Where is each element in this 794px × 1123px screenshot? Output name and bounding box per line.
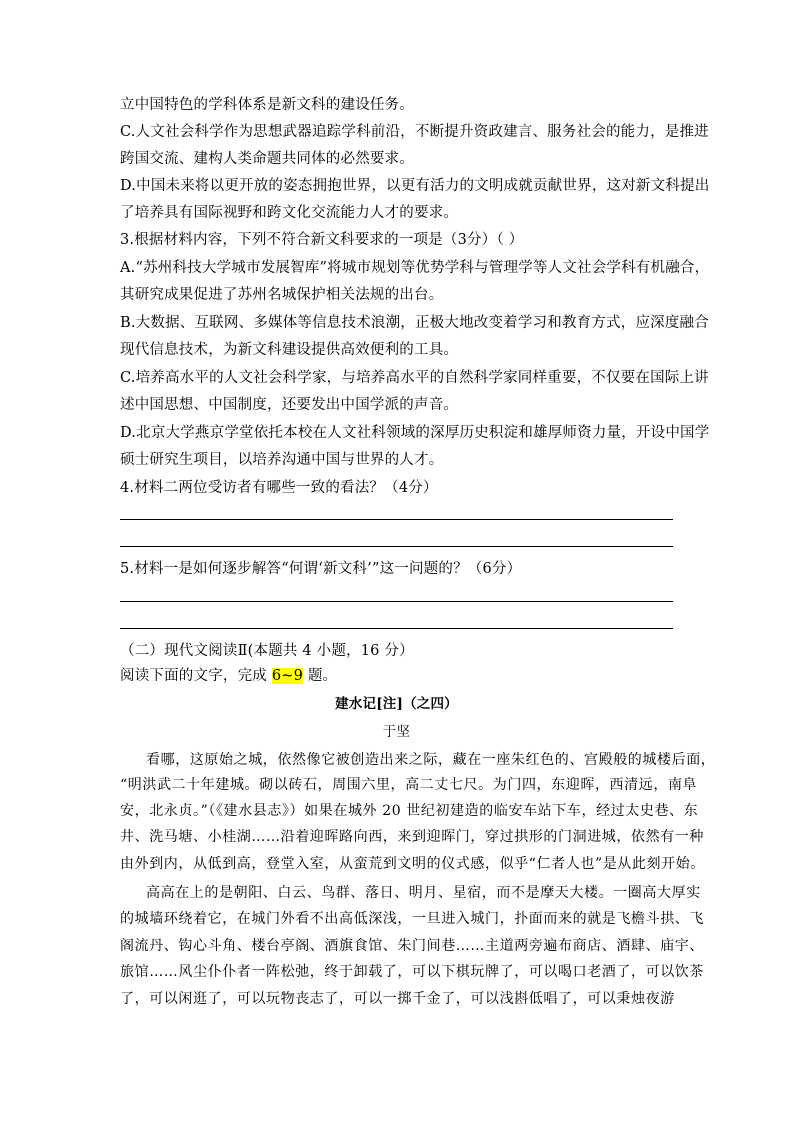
q3-option-a-line-1: A.“苏州科技大学城市发展智库”将城市规划等优势学科与管理学等人文社会学科有机融合，	[120, 260, 710, 276]
passage-line: 井、洗马塘、小桂湖……沿着迎晖路向西，来到迎晖门，穿过拱形的门洞进城，依然有一种	[120, 829, 704, 845]
passage-line: 了，可以闲逛了，可以玩物丧志了，可以一掷千金了，可以浅斟低唱了，可以秉烛夜游	[120, 991, 675, 1007]
passage-line: 的城墙环绕着它，在城门外看不出高低深浅，一旦进入城门，扑面而来的就是飞檐斗拱、飞	[120, 911, 704, 927]
passage-line: 看哪，这原始之城，依然像它被创造出来之际，藏在一座朱红色的、宫殿般的城楼后面，	[146, 752, 716, 768]
passage-line: 安，北永贞。”（《建水县志》）如果在城外 20 世纪初建造的临安车站下车，经过太史巷、东	[120, 803, 699, 819]
q3-option-b-line-1: B.大数据、互联网、多媒体等信息技术浪潮，正极大地改变着学习和教育方式，应深度融合	[120, 315, 709, 331]
answer-line[interactable]	[120, 601, 673, 602]
answer-line[interactable]	[120, 546, 673, 547]
question-5: 5.材料一是如何逐步解答“何谓‘新文科’”这一问题的？（6分）	[120, 561, 522, 577]
section-heading: （二）现代文阅读Ⅱ(本题共 4 小题，16 分）	[120, 643, 414, 659]
passage-line: 由外到内，从低到高，登堂入室，从蛮荒到文明的仪式感，似乎“仁者人也”是从此刻开始。	[120, 856, 705, 872]
passage-line: “明洪武二十年建城。砌以砖石，周围六里，高二丈七尺。为门四，东迎晖，西清远，南阜	[120, 777, 698, 793]
passage-title: 建水记[注]（之四）	[335, 696, 458, 712]
q3-option-a-line-2: 其研究成果促进了苏州名城保护相关法规的出台。	[120, 287, 444, 303]
highlighted-range: 6~9	[271, 668, 304, 684]
option-d-line-1: D.中国未来将以更开放的姿态拥抱世界，以更有活力的文明成就贡献世界，这对新文科提出	[120, 178, 710, 194]
option-c-line-2: 跨国交流、建构人类命题共同体的必然要求。	[120, 151, 414, 167]
option-c-line-1: C.人文社会科学作为思想武器追踪学科前沿，不断提升资政建言、服务社会的能力，是推进	[120, 124, 709, 140]
q3-option-c-line-1: C.培养高水平的人文社会科学家，与培养高水平的自然科学家同样重要，不仅要在国际上讲	[120, 370, 709, 386]
text-line: 立中国特色的学科体系是新文科的建设任务。	[120, 97, 414, 113]
passage-author: 于坚	[382, 724, 411, 740]
q3-option-d-line-1: D.北京大学燕京学堂依托本校在人文社科领域的深厚历史积淀和雄厚师资力量，开设中国学	[120, 425, 710, 441]
q3-option-d-line-2: 硕士研究生项目，以培养沟通中国与世界的人才。	[120, 452, 444, 468]
answer-line[interactable]	[120, 628, 673, 629]
answer-line[interactable]	[120, 519, 673, 520]
question-4: 4.材料二两位受访者有哪些一致的看法？（4分）	[120, 480, 438, 496]
question-3: 3.根据材料内容，下列不符合新文科要求的一项是（3分）（ ）	[120, 232, 524, 248]
q3-option-c-line-2: 述中国思想、中国制度，还要发出中国学派的声音。	[120, 397, 459, 413]
passage-line: 高高在上的是朝阳、白云、鸟群、落日、明月、星宿，而不是摩天大楼。一圈高大厚实	[146, 885, 701, 901]
option-d-line-2: 了培养具有国际视野和跨文化交流能力人才的要求。	[120, 205, 459, 221]
passage-line: 旅馆……风尘仆仆者一阵松弛，终于卸载了，可以下棋玩牌了，可以喝口老酒了，可以饮茶	[120, 964, 704, 980]
passage-line: 阁流丹、钩心斗角、楼台亭阁、酒旗食馆、朱门间巷……主道两旁遍布商店、酒肆、庙宇、	[120, 938, 704, 954]
instruction-text: 题。	[303, 668, 338, 684]
q3-option-b-line-2: 现代信息技术，为新文科建设提供高效便利的工具。	[120, 342, 459, 358]
instruction-text: 阅读下面的文字，完成	[120, 668, 272, 684]
instruction	[120, 664, 680, 688]
